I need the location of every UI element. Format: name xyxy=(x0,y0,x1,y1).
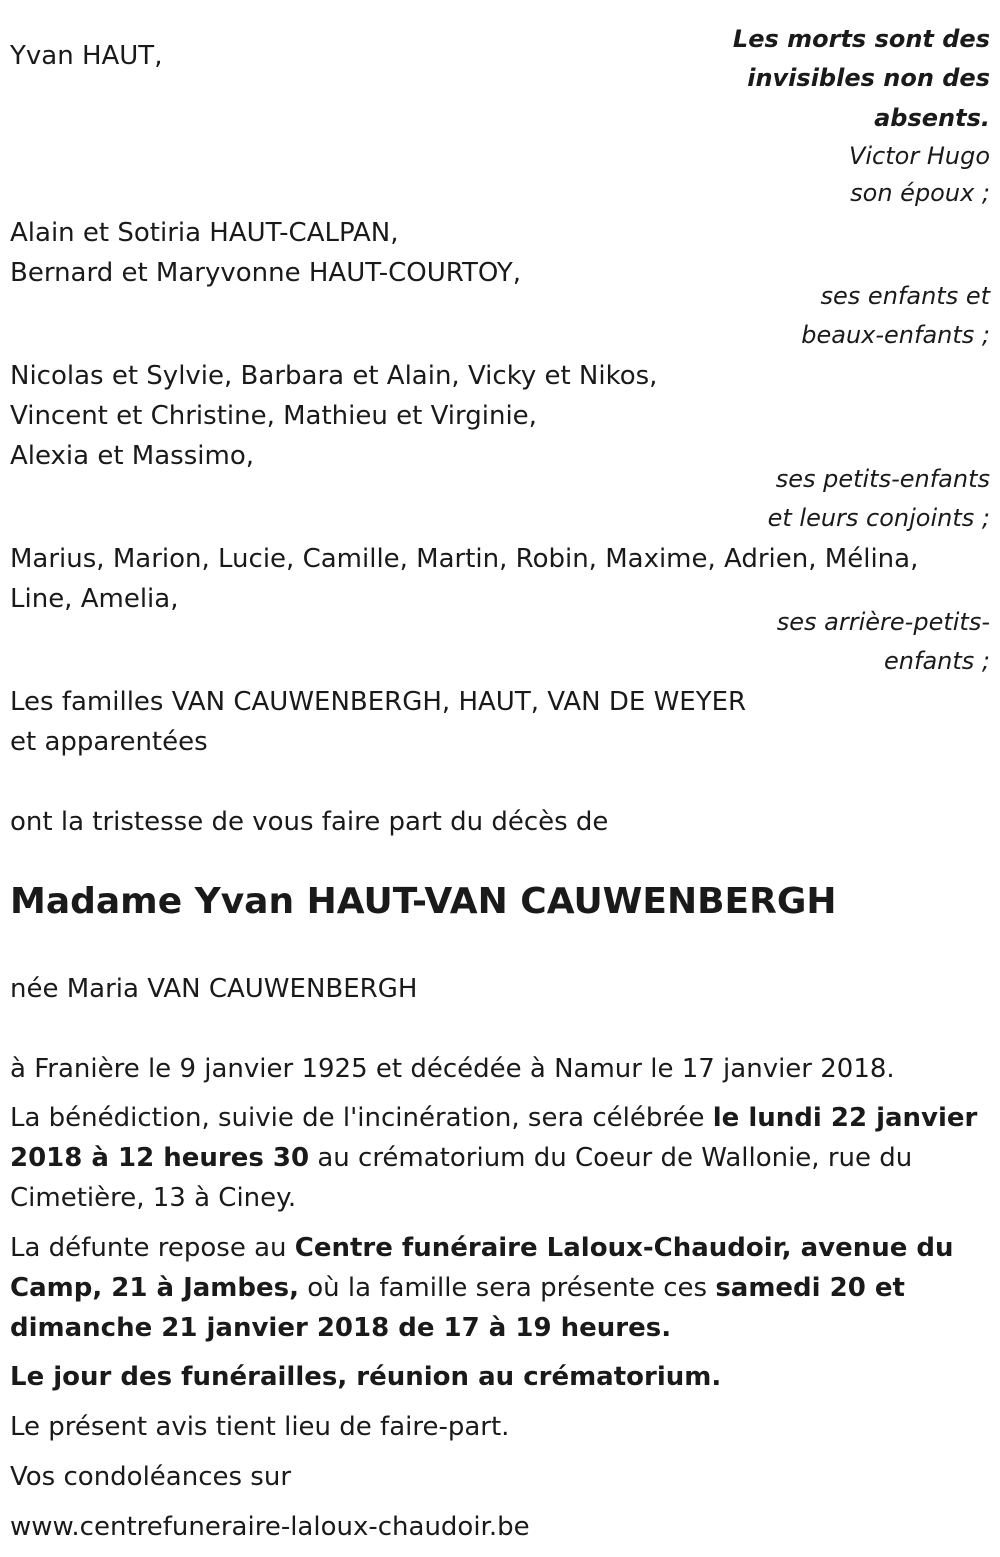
birth-name: née Maria VAN CAUWENBERGH xyxy=(10,974,418,1004)
spouse-label: son époux ; xyxy=(850,179,990,207)
rest-text-2: où la famille sera présente ces xyxy=(299,1273,716,1303)
grandchildren-line-2: Vincent et Christine, Mathieu et Virginie, xyxy=(10,401,537,431)
rest-paragraph xyxy=(10,1228,990,1348)
quote-line-2: invisibles non des xyxy=(747,64,990,92)
children-label-2: beaux-enfants ; xyxy=(801,321,990,349)
notice: Le présent avis tient lieu de faire-part. xyxy=(10,1412,510,1442)
great-grandchildren-line-1: Marius, Marion, Lucie, Camille, Martin, Robin, Maxime, Adrien, Mélina, xyxy=(10,544,919,574)
rest-visiting-hours: samedi 20 et dimanche 21 janvier 2018 de 17 à 19 heures. xyxy=(10,1273,905,1343)
announcement: ont la tristesse de vous faire part du décès de xyxy=(10,807,609,837)
grandchildren-label-2: et leurs conjoints ; xyxy=(767,504,990,532)
ceremony-text-1: La bénédiction, suivie de l'incinération, sera célébrée xyxy=(10,1103,713,1133)
dates: à Franière le 9 janvier 1925 et décédée à Namur le 17 janvier 2018. xyxy=(10,1054,895,1084)
grandchildren-label-1: ses petits-enfants xyxy=(775,465,990,493)
ceremony-text-2: au crématorium du Coeur de Wallonie, rue du Cimetière, 13 à Ciney. xyxy=(10,1143,913,1213)
meeting-note: Le jour des funérailles, réunion au crématorium. xyxy=(10,1362,722,1392)
families-line-1: Les familles VAN CAUWENBERGH, HAUT, VAN DE WEYER xyxy=(10,687,747,717)
children-label-1: ses enfants et xyxy=(820,282,990,310)
quote-line-1: Les morts sont des xyxy=(732,25,990,53)
rest-text-1: La défunte repose au xyxy=(10,1233,295,1263)
ceremony-paragraph xyxy=(10,1098,990,1218)
rest-location: Centre funéraire Laloux-Chaudoir, avenue du Camp, 21 à Jambes, xyxy=(10,1233,954,1303)
great-grandchildren-label-2: enfants ; xyxy=(884,647,990,675)
ceremony-date: le lundi 22 janvier 2018 à 12 heures 30 xyxy=(10,1103,978,1173)
condolences-label: Vos condoléances sur xyxy=(10,1462,292,1492)
children-line-2: Bernard et Maryvonne HAUT-COURTOY, xyxy=(10,258,522,288)
quote-author: Victor Hugo xyxy=(848,142,990,170)
grandchildren-line-1: Nicolas et Sylvie, Barbara et Alain, Vicky et Nikos, xyxy=(10,361,658,391)
quote-line-3: absents. xyxy=(874,104,990,132)
website-link[interactable]: www.centrefuneraire-laloux-chaudoir.be xyxy=(10,1512,530,1542)
families-line-2: et apparentées xyxy=(10,727,208,757)
deceased-name: Madame Yvan HAUT-VAN CAUWENBERGH xyxy=(10,881,837,922)
children-line-1: Alain et Sotiria HAUT-CALPAN, xyxy=(10,218,399,248)
great-grandchildren-line-2: Line, Amelia, xyxy=(10,584,179,614)
grandchildren-line-3: Alexia et Massimo, xyxy=(10,441,254,471)
spouse-name: Yvan HAUT, xyxy=(10,41,163,71)
great-grandchildren-label-1: ses arrière-petits- xyxy=(776,608,990,636)
